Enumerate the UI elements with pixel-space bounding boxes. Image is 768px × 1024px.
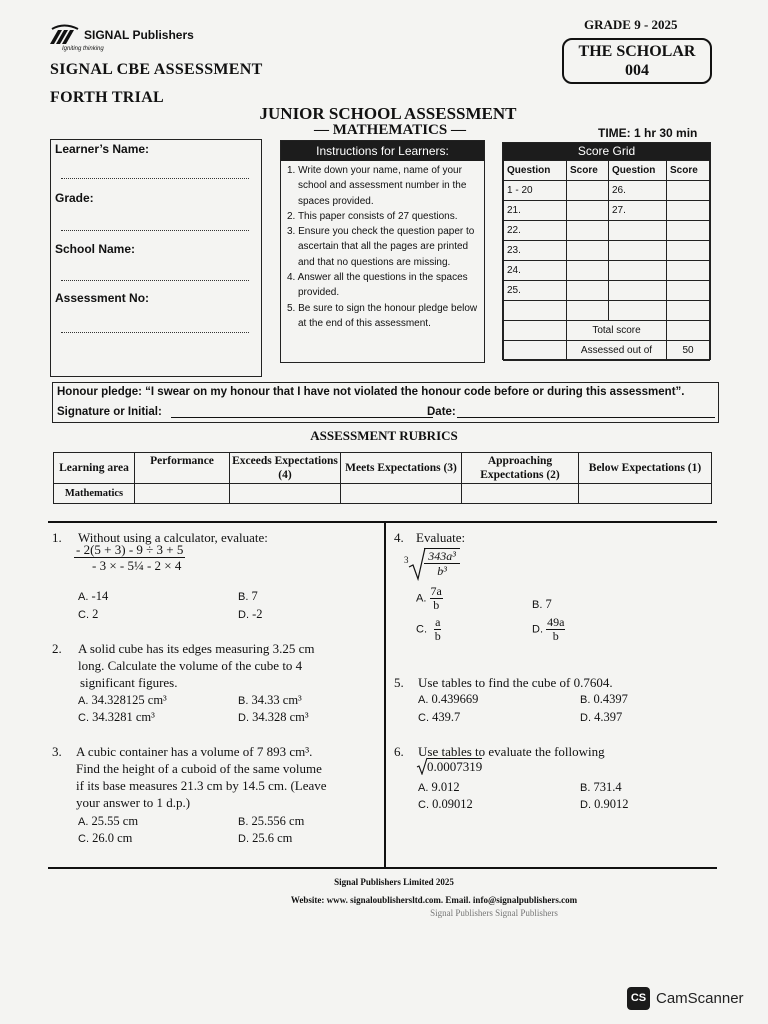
rubric-cell[interactable] [230, 484, 341, 504]
grade-field[interactable] [61, 230, 249, 231]
score-cell[interactable] [567, 181, 609, 201]
score-cell [667, 301, 710, 321]
rubric-header: Exceeds Expectations (4) [230, 453, 341, 484]
option-value: -2 [252, 607, 263, 621]
answer-option[interactable] [238, 831, 292, 846]
table-row [504, 281, 710, 301]
score-cell[interactable] [567, 221, 609, 241]
assessed-row [504, 341, 710, 361]
option-letter: C. [418, 712, 429, 724]
question-text: Evaluate: [416, 530, 466, 545]
camscanner-badge-icon: CS [627, 987, 650, 1010]
score-cell[interactable] [667, 201, 710, 221]
rubric-header: Approaching Expectations (2) [462, 453, 579, 484]
option-denominator: b [433, 598, 440, 612]
answer-option[interactable] [416, 616, 441, 643]
option-denominator: b [434, 629, 441, 643]
score-cell: 24. [504, 261, 567, 281]
question-text [78, 640, 315, 691]
answer-option[interactable] [238, 607, 263, 622]
honour-pledge-box [52, 382, 719, 423]
trial-heading: FORTH TRIAL [50, 89, 165, 106]
option-letter: B. [580, 782, 591, 794]
question-line: A solid cube has its edges measuring 3.25 cm [78, 641, 315, 656]
rubrics-title: ASSESSMENT RUBRICS [310, 428, 458, 443]
answer-option[interactable] [78, 710, 155, 725]
grade-field-label: Grade: [55, 191, 94, 205]
score-grid-header: Score [667, 161, 710, 181]
rubric-header: Performance [135, 453, 230, 484]
table-row [504, 201, 710, 221]
time-allowed: TIME: 1 hr 30 min [598, 126, 698, 140]
assessed-out-of-label: Assessed out of [567, 341, 667, 361]
answer-option[interactable] [238, 710, 309, 725]
score-cell[interactable] [667, 261, 710, 281]
learner-details-box [50, 139, 262, 377]
option-letter: A. [78, 816, 89, 828]
signature-label: Signature or Initial: [57, 406, 162, 418]
question-line: significant figures. [80, 675, 178, 690]
answer-option[interactable] [418, 710, 460, 725]
option-value: 34.3281 cm³ [92, 710, 155, 724]
score-cell[interactable] [567, 261, 609, 281]
q4-fraction [424, 548, 460, 578]
q1-denominator: - 3 × - 5¼ - 2 × 4 [91, 558, 182, 573]
score-cell [504, 341, 567, 361]
answer-option[interactable] [418, 797, 473, 812]
score-grid-header: Question [504, 161, 567, 181]
logo-tagline: Igniting thinking [62, 46, 104, 52]
option-letter: D. [238, 609, 249, 621]
option-letter: D. [580, 799, 591, 811]
q1-expression [74, 542, 185, 573]
table-row [504, 301, 710, 321]
option-letter: D. [580, 712, 591, 724]
question-number: 3. [52, 744, 62, 759]
answer-option[interactable] [238, 589, 258, 604]
q1-numerator: - 2(5 + 3) - 9 ÷ 3 + 5 [76, 542, 184, 557]
score-cell[interactable] [567, 241, 609, 261]
option-letter: A. [418, 694, 429, 706]
option-letter: B. [238, 695, 249, 707]
answer-option[interactable] [416, 585, 443, 612]
rubric-cell[interactable] [462, 484, 579, 504]
score-grid-table [503, 160, 710, 361]
rubric-cell[interactable] [341, 484, 462, 504]
score-cell[interactable] [667, 281, 710, 301]
option-value: 7 [545, 597, 552, 611]
instructions-list [284, 163, 481, 331]
score-cell[interactable] [667, 221, 710, 241]
grade-label: GRADE 9 - 2025 [584, 17, 678, 32]
assessed-out-of-value: 50 [667, 341, 710, 361]
answer-option[interactable] [532, 597, 552, 612]
answer-option[interactable] [238, 693, 302, 708]
score-cell: 25. [504, 281, 567, 301]
option-value: 0.9012 [594, 797, 629, 811]
question-line: if its base measures 21.3 cm by 14.5 cm. (Leave [76, 778, 327, 793]
learner-name-label: Learner’s Name: [55, 142, 150, 156]
score-cell [609, 261, 667, 281]
school-name-label: School Name: [55, 242, 136, 256]
option-value: 25.556 cm [251, 814, 305, 828]
honour-pledge-text: Honour pledge: “I swear on my honour that I have not violated the honour code before or during this assessment”. [57, 386, 685, 398]
answer-option[interactable] [580, 780, 622, 795]
option-letter: C. [78, 712, 89, 724]
table-row [504, 241, 710, 261]
instruction-item: 1. Write down your name, name of your school and assessment number in the spaces provided. [287, 165, 467, 207]
option-letter: A. [416, 592, 427, 605]
option-value: 0.439669 [431, 692, 479, 706]
rubric-header: Below Expectations (1) [579, 453, 712, 484]
instructions-heading: Instructions for Learners: [281, 141, 484, 161]
option-letter: C. [78, 609, 89, 621]
option-value: 0.09012 [432, 797, 473, 811]
question-line: Find the height of a cuboid of the same volume [76, 761, 322, 776]
scholar-title: THE SCHOLAR [578, 43, 696, 60]
rubric-cell[interactable] [135, 484, 230, 504]
score-cell [609, 221, 667, 241]
answer-option[interactable] [418, 780, 460, 795]
score-grid-heading: Score Grid [503, 143, 710, 160]
assessment-no-label: Assessment No: [55, 291, 150, 305]
learner-name-field[interactable] [61, 178, 249, 179]
answer-option[interactable] [78, 831, 132, 846]
option-letter: A. [78, 695, 89, 707]
option-value: 2 [92, 607, 99, 621]
scholar-number: 004 [625, 62, 649, 79]
option-letter: A. [418, 782, 429, 794]
date-label: Date: [427, 406, 456, 418]
option-value: 26.0 cm [92, 831, 133, 845]
answer-option[interactable] [238, 814, 304, 829]
column-divider [384, 523, 386, 868]
questions-top-rule [48, 521, 717, 523]
scholar-badge [562, 38, 712, 84]
option-letter: D. [532, 623, 543, 636]
option-letter: C. [78, 833, 89, 845]
option-letter: C. [416, 623, 427, 636]
option-numerator: a [435, 615, 441, 629]
score-cell [609, 241, 667, 261]
score-grid [502, 142, 711, 360]
score-cell: 23. [504, 241, 567, 261]
footer-company: Signal Publishers Limited 2025 [334, 877, 454, 887]
score-cell: 26. [609, 181, 667, 201]
assessment-heading: SIGNAL CBE ASSESSMENT [50, 61, 263, 78]
question-line: A cubic container has a volume of 7 893 cm³. [76, 744, 313, 759]
option-value: 0.4397 [593, 692, 628, 706]
option-letter: B. [580, 694, 591, 706]
logo-name: SIGNAL Publishers [84, 28, 194, 42]
option-numerator: 49a [547, 615, 565, 629]
question-number: 2. [52, 641, 62, 656]
root-index: 3 [404, 555, 409, 565]
score-cell[interactable] [667, 181, 710, 201]
answer-option[interactable] [580, 797, 629, 812]
option-value: 34.33 cm³ [251, 693, 302, 707]
rubric-row-label: Mathematics [54, 484, 135, 504]
total-score-value[interactable] [667, 321, 710, 341]
option-value: 34.328125 cm³ [91, 693, 167, 707]
score-cell: 22. [504, 221, 567, 241]
question-text [76, 743, 327, 811]
instruction-item: 4. Answer all the questions in the spaces provided. [287, 272, 468, 299]
option-letter: B. [238, 816, 249, 828]
score-cell[interactable] [667, 241, 710, 261]
option-value: 731.4 [593, 780, 622, 794]
option-numerator: 7a [430, 584, 442, 598]
option-value: 7 [251, 589, 258, 603]
rubric-header: Learning area [54, 453, 135, 484]
answer-option[interactable] [580, 692, 628, 707]
instruction-item: 5. Be sure to sign the honour pledge below at the end of this assessment. [287, 302, 478, 329]
assessment-no-field[interactable] [61, 332, 249, 333]
question-number: 1. [52, 530, 62, 545]
answer-option[interactable] [532, 616, 565, 643]
table-row [504, 261, 710, 281]
option-value: 25.55 cm [91, 814, 139, 828]
score-cell: 1 - 20 [504, 181, 567, 201]
question-text: Use tables to evaluate the following [418, 744, 605, 759]
total-score-label: Total score [567, 321, 667, 341]
score-cell[interactable] [567, 281, 609, 301]
score-cell [504, 301, 567, 321]
score-cell: 27. [609, 201, 667, 221]
score-cell [567, 301, 609, 321]
option-letter: D. [238, 833, 249, 845]
question-number: 6. [394, 744, 404, 759]
table-row [504, 221, 710, 241]
score-cell: 21. [504, 201, 567, 221]
rubrics-table [53, 452, 712, 504]
option-value: 25.6 cm [252, 831, 293, 845]
instruction-item: 2. This paper consists of 27 questions. [287, 210, 458, 222]
answer-option[interactable] [78, 814, 138, 829]
option-letter: B. [532, 599, 543, 611]
option-letter: C. [418, 799, 429, 811]
answer-option[interactable] [580, 710, 622, 725]
rubric-cell[interactable] [579, 484, 712, 504]
question-text: Without using a calculator, evaluate: [78, 530, 268, 545]
score-cell [504, 321, 567, 341]
answer-option[interactable] [78, 693, 167, 708]
option-letter: B. [238, 591, 249, 603]
answer-option[interactable] [78, 589, 108, 604]
rubric-header: Meets Expectations (3) [341, 453, 462, 484]
score-grid-header: Score [567, 161, 609, 181]
score-cell [609, 301, 667, 321]
table-row [504, 181, 710, 201]
question-number: 5. [394, 675, 404, 690]
option-letter: A. [78, 591, 89, 603]
option-value: 4.397 [594, 710, 623, 724]
q6-radicand: 0.0007319 [427, 759, 483, 774]
camscanner-label: CamScanner [656, 990, 744, 1007]
question-line: your answer to 1 d.p.) [76, 795, 191, 810]
option-value: 439.7 [432, 710, 461, 724]
option-denominator: b [552, 629, 559, 643]
question-text: Use tables to find the cube of 0.7604. [418, 675, 613, 690]
option-letter: D. [238, 712, 249, 724]
q4-numerator: 343a³ [424, 549, 460, 564]
option-value: 34.328 cm³ [252, 710, 309, 724]
option-value: 9.012 [431, 780, 460, 794]
answer-option[interactable] [78, 607, 98, 622]
signature-field[interactable] [171, 417, 433, 418]
signal-logo-icon [48, 24, 80, 46]
questions-bottom-rule [48, 867, 717, 869]
instructions-box [280, 140, 485, 363]
footer-contact: Website: www. signaloublishersltd.com. Email. info@signalpublishers.com [290, 895, 578, 905]
option-value: -14 [91, 589, 109, 603]
answer-option[interactable] [418, 692, 478, 707]
footer-watermark: Signal Publishers Signal Publishers [430, 908, 558, 918]
score-cell [609, 281, 667, 301]
school-name-field[interactable] [61, 280, 249, 281]
score-grid-header: Question [609, 161, 667, 181]
instruction-item: 3. Ensure you check the question paper to ascertain that all the pages are printed and that no questions are missing. [287, 226, 475, 268]
date-field[interactable] [457, 417, 715, 418]
question-number: 4. [394, 530, 404, 545]
score-cell[interactable] [567, 201, 609, 221]
page-title: JUNIOR SCHOOL ASSESSMENT [259, 104, 517, 123]
subject-title: — MATHEMATICS — [314, 122, 466, 138]
q4-denominator: b³ [437, 564, 447, 578]
question-line: long. Calculate the volume of the cube to 4 [78, 658, 303, 673]
total-row [504, 321, 710, 341]
